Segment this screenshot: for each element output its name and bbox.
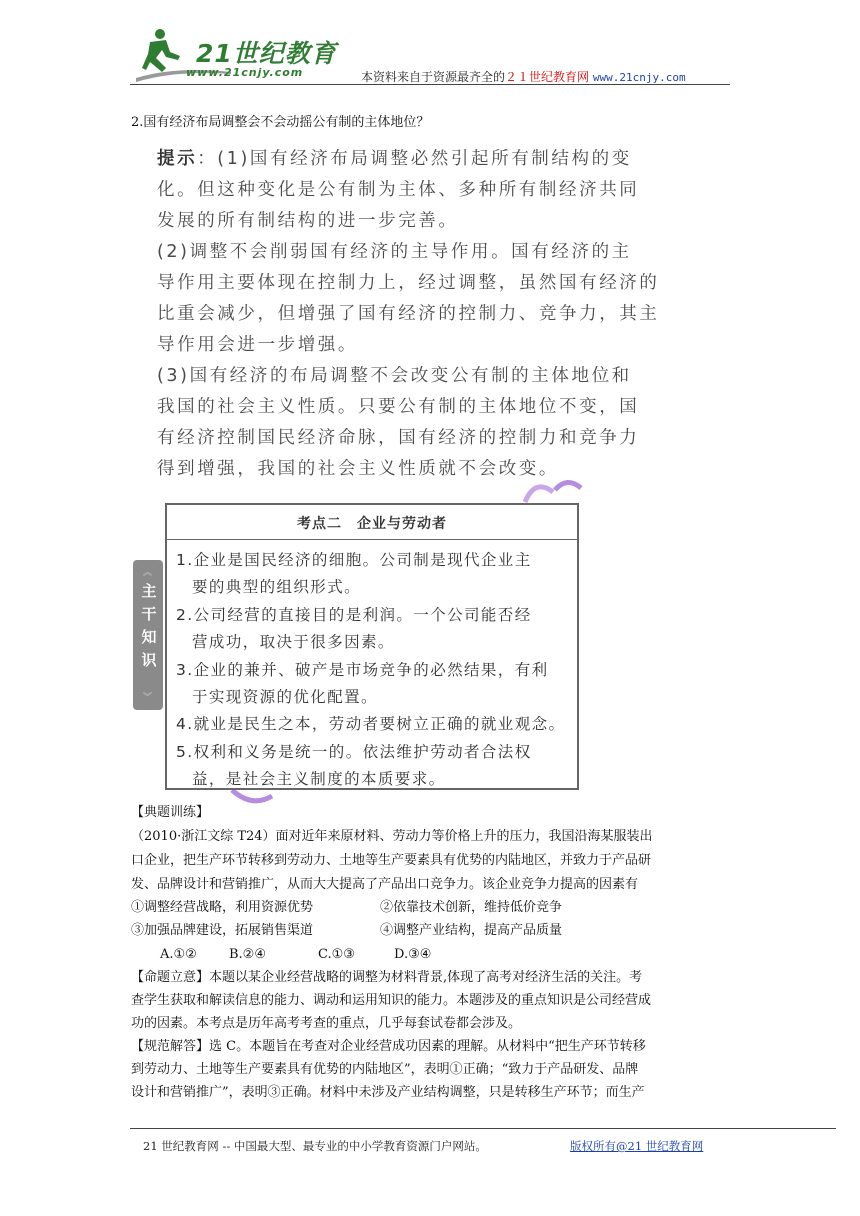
hint-line-5: 导作用主要体现在控制力上，经过调整，虽然国有经济的 (157, 273, 660, 293)
footer-text: 21 世纪教育网 -- 中国最大型、最专业的中小学教育资源门户网站。 (143, 1139, 487, 1153)
hint-line-10: 有经济控制国民经济命脉，国有经济的控制力和竞争力 (157, 428, 640, 448)
copyright-link[interactable]: 版权所有@21 世纪教育网 (570, 1139, 704, 1153)
knowledge-line-2: 要的典型的组织形式。 (192, 578, 362, 596)
exercise-option-1: ①调整经营战略，利用资源优势 (131, 900, 314, 915)
hint-line-3: 发展的所有制结构的进一步完善。 (157, 211, 459, 231)
header-note-url[interactable]: www.21cnjy.com (592, 71, 686, 84)
exercise-choice-d: D.③④ (394, 947, 432, 962)
footer-divider (130, 1128, 836, 1129)
knowledge-line-4: 营成功，取决于很多因素。 (192, 633, 395, 651)
knowledge-box-title: 考点二 企业与劳动者 (297, 516, 447, 532)
knowledge-line-6: 于实现资源的优化配置。 (192, 688, 378, 706)
hint-line-11: 得到增强，我国的社会主义性质就不会改变。 (157, 459, 559, 479)
exercise-option-2: ②依靠技术创新，维持低价竞争 (380, 900, 563, 915)
knowledge-line-8: 5.权利和义务是统一的。依法维护劳动者合法权 (176, 743, 532, 761)
logo-text: 21世纪教育 (196, 39, 337, 68)
intent-line-3: 功的因素。本考点是历年高考考查的重点，几乎每套试卷都会涉及。 (131, 1016, 522, 1031)
hint-line-4: (2)调整不会削弱国有经济的主导作用。国有经济的主 (157, 242, 632, 262)
exercise-option-4: ④调整产业结构，提高产品质量 (380, 923, 563, 938)
side-tab-char-3: 知 (141, 628, 157, 646)
side-tab-char-4: 识 (141, 651, 157, 669)
hint-line-1-text: ：(1)国有经济布局调整必然引起所有制结构的变 (197, 149, 632, 169)
hint-line-6: 比重会减少，但增强了国有经济的控制力、竞争力，其主 (157, 304, 660, 324)
answer-line-2: 到劳动力、土地等生产要素具有优势的内陆地区”，表明①正确；“致力于产品研发、品牌 (131, 1062, 639, 1077)
logo-url: www.21cnjy.com (186, 66, 304, 79)
hint-line-9: 我国的社会主义性质。只要公有制的主体地位不变，国 (157, 397, 640, 417)
chevron-up-icon: ︽ (143, 568, 152, 578)
header-note-brand[interactable]: ２１世纪教育网 (505, 70, 590, 84)
intent-line-2: 查学生获取和解读信息的能力、调动和运用知识的能力。本题涉及的重点知识是公司经营成 (131, 993, 652, 1008)
knowledge-line-7: 4.就业是民生之本，劳动者要树立正确的就业观念。 (176, 715, 566, 733)
knowledge-line-5: 3.企业的兼并、破产是市场竞争的必然结果，有利 (176, 661, 549, 679)
exercise-heading: 【典题训练】 (131, 805, 210, 820)
answer-line-1: 【规范解答】选 C。本题旨在考查对企业经营成功因素的理解。从材料中“把生产环节转移 (131, 1039, 646, 1054)
answer-line-3: 设计和营销推广”，表明③正确。材料中未涉及产业结构调整，只是转移生产环节；而生产 (131, 1085, 645, 1100)
exercise-choice-a: A.①② (160, 947, 197, 962)
hint-line-2: 化。但这种变化是公有制为主体、多种所有制经济共同 (157, 180, 640, 200)
hint-line-8: (3)国有经济的布局调整不会改变公有制的主体地位和 (157, 366, 632, 386)
question-title: 2.国有经济布局调整会不会动摇公有制的主体地位？ (131, 115, 430, 130)
intent-line-1: 【命题立意】本题以某企业经营战略的调整为材料背景,体现了高考对经济生活的关注。考 (131, 970, 643, 985)
exercise-stem-line-1: （2010·浙江文综 T24）面对近年来原材料、劳动力等价格上升的压力，我国沿海某服装出 (131, 829, 653, 844)
exercise-choice-b: B.②④ (229, 947, 266, 962)
exercise-stem-line-2: 口企业，把生产环节转移到劳动力、土地等生产要素具有优势的内陆地区，并致力于产品研 (131, 853, 652, 868)
header-note (361, 68, 686, 85)
side-tab-char-2: 干 (141, 605, 157, 623)
hint-label: 提示 (157, 149, 198, 169)
hint-line-1 (157, 145, 632, 170)
chevron-down-icon: ︾ (143, 693, 152, 703)
knowledge-line-1: 1.企业是国民经济的细胞。公司制是现代企业主 (176, 551, 532, 569)
hint-line-7: 导作用会进一步增强。 (157, 335, 358, 355)
knowledge-line-9: 益，是社会主义制度的本质要求。 (192, 770, 446, 788)
header-divider (130, 84, 730, 85)
exercise-option-3: ③加强品牌建设，拓展销售渠道 (131, 923, 314, 938)
exercise-stem-line-3: 发、品牌设计和营销推广，从而大大提高了产品出口竞争力。该企业竞争力提高的因素有 (131, 877, 639, 892)
header-note-prefix: 本资料来自于资源最齐全的 (361, 70, 506, 84)
exercise-choice-c: C.①③ (318, 947, 355, 962)
side-tab-char-1: 主 (141, 582, 157, 600)
knowledge-line-3: 2.公司经营的直接目的是利润。一个公司能否经 (176, 606, 532, 624)
